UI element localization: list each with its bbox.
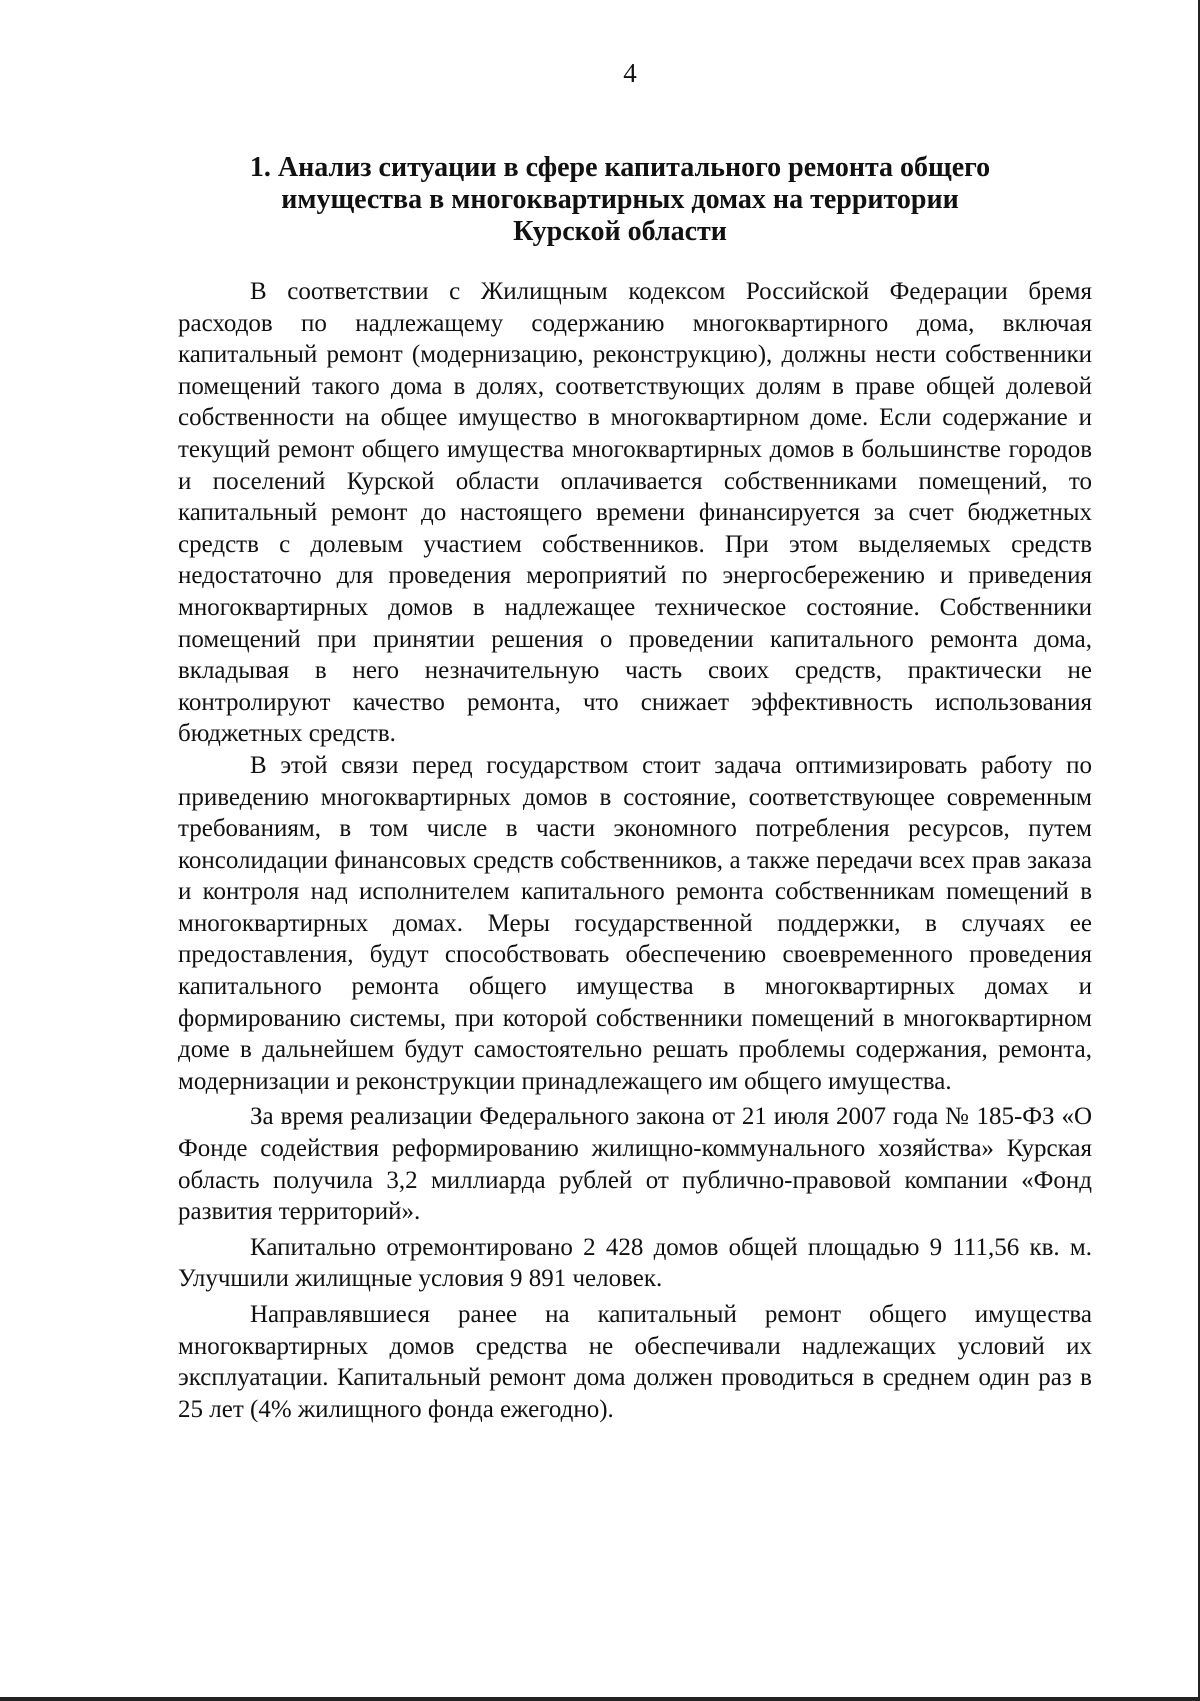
section-heading	[240, 152, 1000, 248]
scan-edge-bottom	[0, 1697, 1200, 1701]
document-body	[178, 276, 1092, 1425]
paragraph-3: За время реализации Федерального закона от 21 июля 2007 года № 185-ФЗ «О Фонде содействия реформированию жилищно-коммунального хозяйства» Курская область получила 3,2 миллиарда рублей от публично-правовой компании «Фонд развития территорий».	[178, 1103, 1092, 1226]
paragraph-1: В соответствии с Жилищным кодексом Российской Федерации бремя расходов по надлежащему содержанию многоквартирного дома, включая капитальный ремонт (модернизацию, реконструкцию), должны нести собственники помещений такого дома в долях, соответствующих долям в праве общей долевой собственности на общее имущество в многоквартирном доме. Если содержание и текущий ремонт общего имущества многоквартирных домов в большинстве городов и поселений Курской области оплачивается собственниками помещений, то капитальный ремонт до настоящего времени финансируется за счет бюджетных средств с долевым участием собственников. При этом выделяемых средств недостаточно для проведения мероприятий по энергосбережению и приведения многоквартирных домов в надлежащее техническое состояние. Собственники помещений при принятии решения о проведении капитального ремонта дома, вкладывая в него незначительную часть своих средств, практически не контролируют качество ремонта, что снижает эффективность использования бюджетных средств.	[178, 278, 1092, 748]
paragraph-2: В этой связи перед государством стоит задача оптимизировать работу по приведению многоквартирных домов в состояние, соответствующее современным требованиям, в том числе в части экономного потребления ресурсов, путем консолидации финансовых средств собственников, а также передачи всех прав заказа и контроля над исполнителем капитального ремонта собственникам помещений в многоквартирных домах. Меры государственной поддержки, в случаях ее предоставления, будут способствовать обеспечению своевременного проведения капитального ремонта общего имущества в многоквартирных домах и формированию системы, при которой собственники помещений в многоквартирном доме в дальнейшем будут самостоятельно решать проблемы содержания, ремонта, модернизации и реконструкции принадлежащего им общего имущества.	[178, 751, 1092, 1095]
heading-line-2: имущества в многоквартирных домах на территории	[281, 184, 959, 215]
heading-line-1: 1. Анализ ситуации в сфере капитального ремонта общего	[249, 152, 991, 183]
page-number: 4	[623, 58, 637, 88]
heading-line-3: Курской области	[513, 216, 727, 247]
paragraph-4: Капитально отремонтировано 2 428 домов общей площадью 9 111,56 кв. м. Улучшили жилищные условия 9 891 человек.	[178, 1233, 1092, 1293]
paragraph-5: Направлявшиеся ранее на капитальный ремонт общего имущества многоквартирных домов средства не обеспечивали надлежащих условий их эксплуатации. Капитальный ремонт дома должен проводиться в среднем один раз в 25 лет (4% жилищного фонда ежегодно).	[178, 1301, 1092, 1423]
